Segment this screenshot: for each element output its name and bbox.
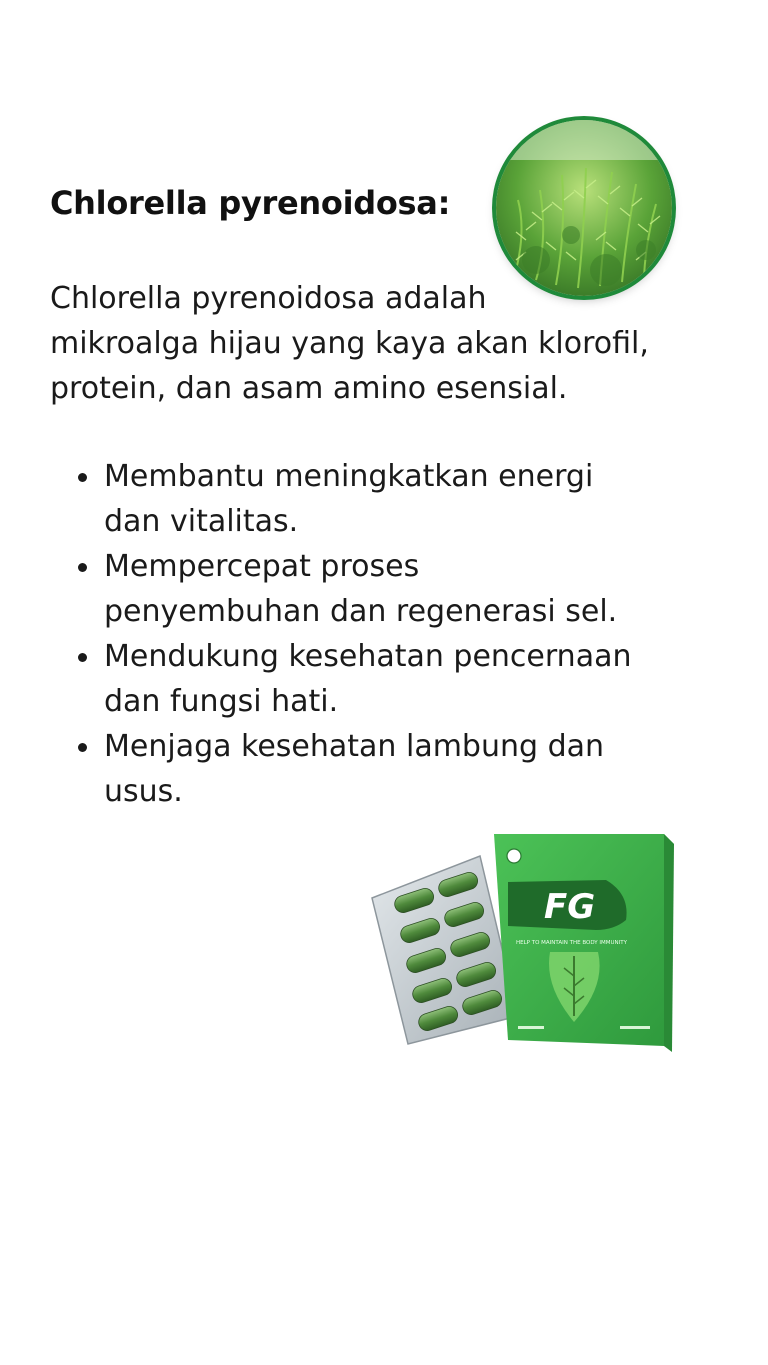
- product-image: [368, 826, 680, 1056]
- benefits-list: [104, 454, 724, 814]
- blister-pack: [372, 856, 518, 1044]
- benefit-text: Menjaga kesehatan lambung dan: [104, 729, 605, 764]
- page-title: Chlorella pyrenoidosa:: [50, 184, 451, 222]
- intro-line: mikroalga hijau yang kaya akan klorofil,: [50, 326, 649, 361]
- intro-line: protein, dan asam amino esensial.: [50, 371, 568, 406]
- benefit-item: [104, 634, 724, 724]
- svg-text:FG: FG: [544, 887, 596, 927]
- benefit-text: Mendukung kesehatan pencernaan: [104, 639, 632, 674]
- intro-line: Chlorella pyrenoidosa adalah: [50, 281, 487, 316]
- benefit-item: [104, 724, 724, 814]
- benefit-text: dan vitalitas.: [104, 504, 299, 539]
- benefit-text: Membantu meningkatkan energi: [104, 459, 594, 494]
- benefit-item: [104, 544, 724, 634]
- product-box: [494, 834, 674, 1052]
- benefit-text: penyembuhan dan regenerasi sel.: [104, 594, 618, 629]
- svg-text:HELP TO MAINTAIN THE BODY IMMU: HELP TO MAINTAIN THE BODY IMMUNITY: [516, 940, 627, 946]
- benefit-text: Mempercepat proses: [104, 549, 420, 584]
- benefit-text: usus.: [104, 774, 183, 809]
- intro-paragraph: [50, 276, 720, 411]
- chlorella-algae-image: [496, 120, 672, 296]
- benefit-text: dan fungsi hati.: [104, 684, 339, 719]
- benefit-item: [104, 454, 724, 544]
